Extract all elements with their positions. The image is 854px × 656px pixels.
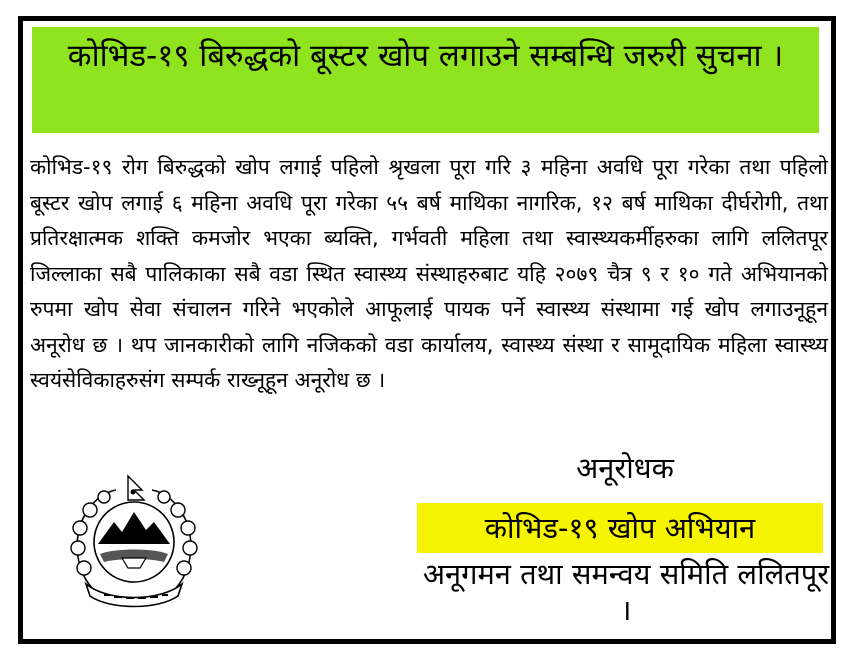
notice-body: कोभिड-१९ रोग बिरुद्धको खोप लगाई पहिलो श्रृखला पूरा गरि ३ महिना अवधि पूरा गरेका तथा पहिलो बूस्टर खोप लगाई ६ महिना अवधि पूरा गरेका ५५ बर्ष माथिका नागरिक, १२ बर्ष माथिका दीर्घरोगी, तथा प्रतिरक्षात्मक शक्ति कमजोर भएका ब्यक्ति, गर्भवती महिला तथा स्वास्थ्यकर्मीहरुका लागि ललितपूर जिल्लाका सबै पालिकाका सबै वडा स्थित स्वास्थ्य संस्थाहरुबाट यहि २०७९ चैत्र ९ र १० गते अभियानको रुपमा खोप सेवा संचालन गरिने भएकोले आफूलाई पायक पर्ने स्वास्थ्य संस्थामा गई खोप लगाउनूहून अनूरोध छ । थप जानकारीको लागि नजिकको वडा कार्यालय, स्वास्थ्य संस्था र सामूदायिक महिला स्वास्थ्य स्वयंसेविकाहरुसंग सम्पर्क राख्नूहून अनूरोध छ । <box>30 155 828 392</box>
notice-title: कोभिड-१९ बिरुद्धको बूस्टर खोप लगाउने सम्बन्धि जरुरी सुचना । <box>67 38 784 74</box>
appellant-label: अनूरोधक <box>576 451 674 485</box>
nepal-government-emblem-icon <box>64 470 204 610</box>
committee-name: अनूगमन तथा समन्वय समिति ललितपूर । <box>422 557 830 627</box>
campaign-name: कोभिड-१९ खोप अभियान <box>484 511 756 545</box>
